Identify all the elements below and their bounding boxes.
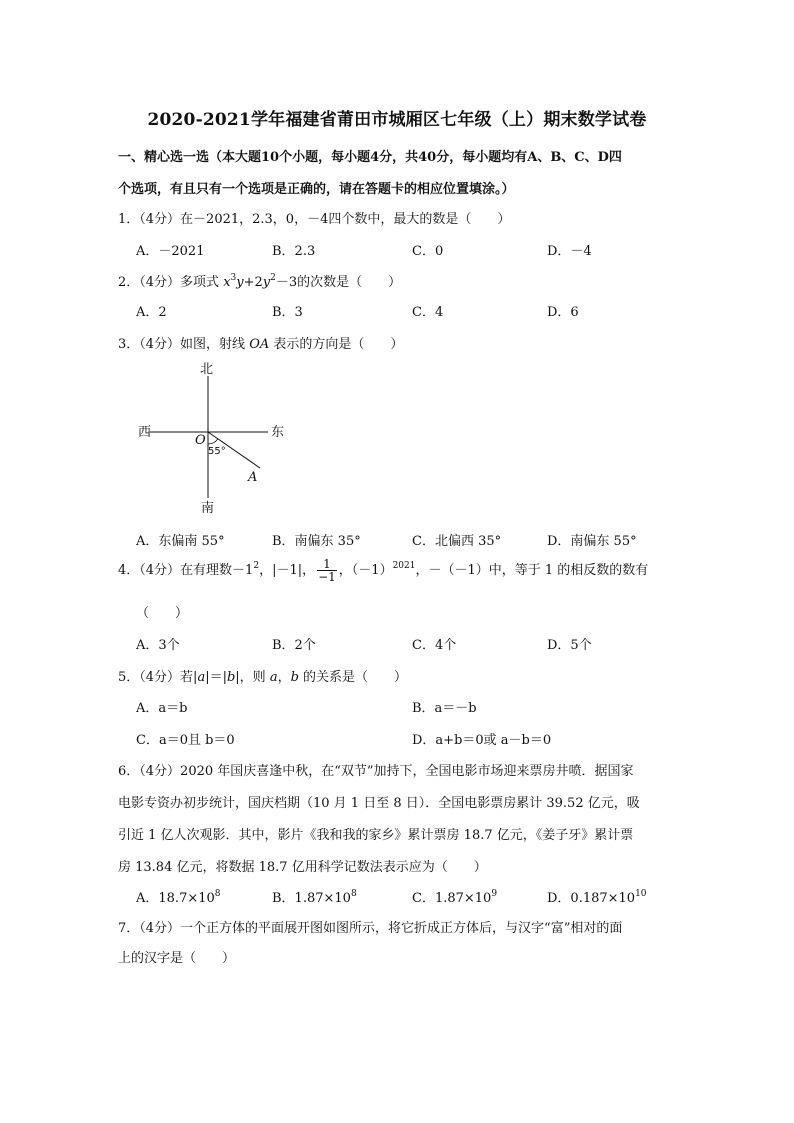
math-var: x: [223, 275, 231, 290]
question-1-option-a: A．－2021: [136, 244, 205, 259]
question-5-part: |，则: [235, 670, 270, 685]
question-5-option-c: C．a＝0且 b＝0: [136, 733, 235, 748]
west-label: 西: [138, 425, 152, 440]
question-3-option-b: B．南偏东 35°: [272, 534, 361, 549]
question-7-line1: 7．（4分）一个正方体的平面展开图如图所示，将它折成正方体后，与汉字“富”相对的面: [118, 921, 623, 936]
question-3-prefix: 3．（4分）如图，射线: [118, 337, 250, 352]
compass-diagram: [128, 360, 298, 520]
angle-label: 55°: [208, 446, 226, 457]
question-3-option-c: C．北偏西 35°: [412, 534, 502, 549]
fraction-denominator: −1: [318, 570, 336, 584]
question-4-answer-parens: （ ）: [136, 606, 189, 621]
question-5-option-d: D．a+b＝0或 a－b＝0: [412, 733, 552, 748]
option-text: A．18.7×10: [136, 891, 215, 906]
question-4-part: ，－（－1）中，等于 1 的相反数的数有: [415, 563, 649, 578]
question-7-line2: 上的汉字是（ ）: [118, 951, 236, 966]
question-4-option-c: C．4个: [412, 638, 457, 653]
question-5-prefix: 5．（4分）若|: [118, 670, 198, 685]
math-var: y: [236, 275, 244, 290]
question-2-option-b: B．3: [272, 305, 303, 320]
math-var: OA: [249, 337, 270, 352]
exponent: 8: [214, 889, 221, 899]
question-4-option-a: A．3个: [136, 638, 180, 653]
exponent: 9: [491, 889, 498, 899]
exponent: 8: [350, 889, 357, 899]
south-label: 南: [201, 501, 215, 516]
question-1-option-d: D．－4: [547, 244, 592, 259]
question-5-suffix: 的关系是（ ）: [298, 670, 408, 685]
option-text: B．1.87×10: [272, 891, 351, 906]
question-1-option-b: B．2.3: [272, 244, 316, 259]
math-var: a: [269, 670, 278, 685]
fraction: [317, 558, 337, 583]
question-1-option-c: C．0: [412, 244, 444, 259]
question-1-stem: 1．（4分）在－2021，2.3，0，－4四个数中，最大的数是（ ）: [118, 212, 511, 227]
question-4-stem: [118, 558, 648, 583]
question-6-line1: 6．（4分）2020 年国庆喜逢中秋，在“双节”加持下，全国电影市场迎来票房井喷．据国家: [118, 764, 634, 779]
east-label: 东: [271, 425, 285, 440]
point-a-label: A: [248, 470, 258, 485]
exponent: 2: [270, 273, 276, 283]
fraction-numerator: 1: [317, 558, 337, 571]
exponent: 2: [253, 561, 260, 571]
exponent: 3: [230, 273, 237, 283]
math-var: b: [290, 670, 299, 685]
question-5-stem: [118, 666, 407, 685]
section-instructions-line1: 一、精心选一选（本大题10个小题，每小题4分，共40分，每小题均有A、B、C、D四: [118, 150, 622, 165]
question-3-stem: [118, 333, 403, 352]
angle-arc: [208, 439, 218, 444]
question-4-option-b: B．2个: [272, 638, 316, 653]
origin-label: O: [195, 433, 206, 448]
math-op: +2: [243, 275, 263, 290]
exponent: 2021: [392, 561, 416, 571]
question-2-suffix: －3的次数是（ ）: [275, 275, 402, 290]
question-6-option-b: [272, 887, 357, 906]
question-3-option-d: D．南偏东 55°: [547, 534, 637, 549]
question-2-option-c: C．4: [412, 305, 444, 320]
question-3-option-a: A．东偏南 55°: [136, 534, 225, 549]
question-6-line4: 房 13.84 亿元，将数据 18.7 亿用科学记数法表示应为（ ）: [118, 860, 487, 875]
question-6-line3: 引近 1 亿人次观影．其中，影片《我和我的家乡》累计票房 18.7 亿元，《姜子牙》累计票: [118, 828, 634, 843]
question-4-prefix: 4．（4分）在有理数－1: [118, 563, 254, 578]
question-2-prefix: 2．（4分）多项式: [118, 275, 224, 290]
question-6-line2: 电影专资办初步统计，国庆档期（10 月 1 日至 8 日）．全国电影票房累计 39.52 亿元，吸: [118, 796, 640, 811]
question-5-option-b: B．a＝－b: [412, 701, 477, 716]
question-2-stem: [118, 271, 401, 290]
math-op: |＝|: [205, 670, 227, 685]
math-var: y: [262, 275, 271, 290]
page-title: 2020-2021学年福建省莆田市城厢区七年级（上）期末数学试卷: [147, 110, 647, 130]
question-6-option-c: [412, 887, 497, 906]
question-6-option-a: [136, 887, 221, 906]
question-4-part: ，|－1|，: [259, 563, 316, 578]
option-text: C．1.87×10: [412, 891, 492, 906]
section-instructions-line2: 个选项，有且只有一个选项是正确的，请在答题卡的相应位置填涂。）: [118, 182, 515, 197]
question-3-suffix: 表示的方向是（ ）: [269, 337, 404, 352]
question-6-option-d: [547, 887, 647, 906]
question-5-part: ，: [277, 670, 291, 685]
question-4-option-d: D．5个: [547, 638, 592, 653]
math-var: a: [197, 670, 206, 685]
math-var: b: [226, 670, 236, 685]
question-5-option-a: A．a＝b: [136, 701, 188, 716]
question-4-part: ，（－1）: [338, 563, 393, 578]
question-2-option-a: A．2: [136, 305, 167, 320]
north-label: 北: [200, 362, 214, 377]
option-text: D．0.187×10: [547, 891, 636, 906]
question-2-option-d: D．6: [547, 305, 579, 320]
exponent: 10: [635, 889, 647, 899]
